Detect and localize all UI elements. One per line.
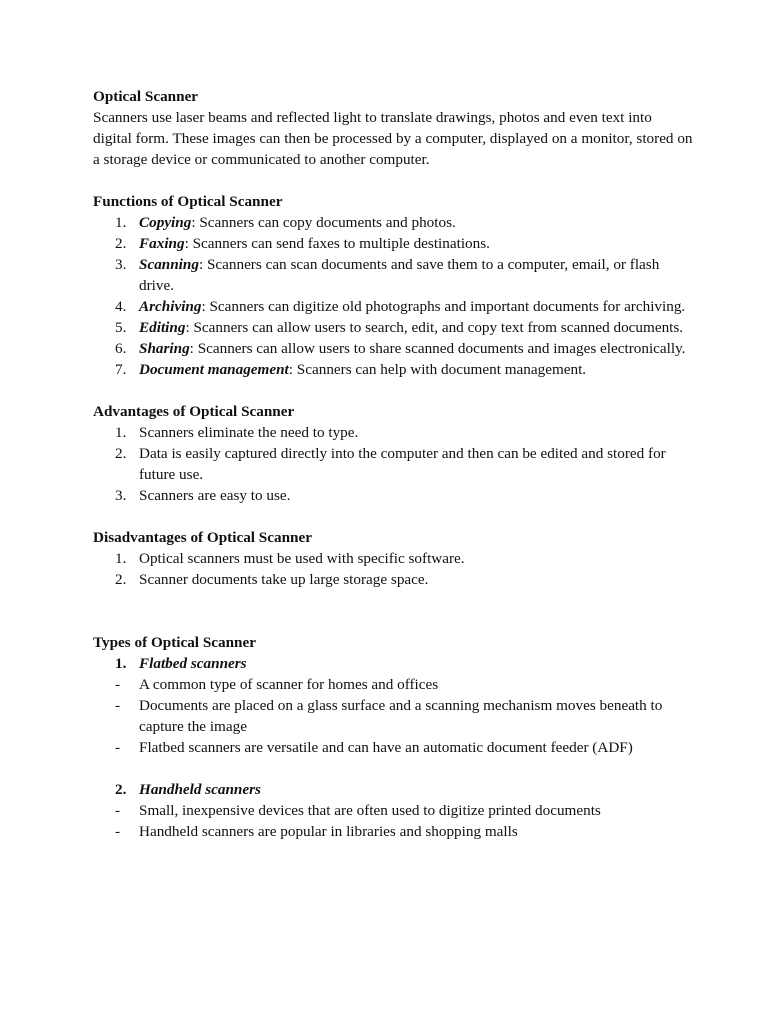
type-number: 1. [115, 655, 127, 672]
list-item [93, 485, 693, 506]
list-item [93, 422, 693, 443]
disadvantage-text: Scanner documents take up large storage space. [139, 571, 429, 588]
point-text: A common type of scanner for homes and offices [139, 676, 439, 693]
type-name: Handheld scanners [139, 781, 261, 798]
intro-paragraph: Scanners use laser beams and reflected light to translate drawings, photos and even text into digital form. These images can then be processed by a computer, displayed on a monitor, stored on a storage device or communicated to another computer. [93, 109, 693, 168]
dash-marker: - [115, 676, 121, 693]
dash-marker: - [115, 802, 121, 819]
advantage-text: Scanners are easy to use. [139, 487, 291, 504]
list-number: 6. [115, 340, 127, 357]
list-item [93, 569, 693, 590]
list-item [93, 737, 693, 758]
function-term: Faxing [139, 235, 185, 252]
spacer [93, 590, 693, 632]
list-item [93, 338, 693, 359]
list-number: 1. [115, 550, 127, 567]
list-item [93, 548, 693, 569]
functions-list [93, 212, 693, 380]
list-number: 1. [115, 214, 127, 231]
advantages-heading: Advantages of Optical Scanner [93, 403, 295, 420]
spacer [93, 170, 693, 191]
spacer [93, 758, 693, 779]
type-title-handheld [93, 779, 693, 800]
disadvantages-list [93, 548, 693, 590]
list-item [93, 821, 693, 842]
type-name: Flatbed scanners [139, 655, 247, 672]
list-item [93, 800, 693, 821]
list-number: 3. [115, 256, 127, 273]
advantage-text: Scanners eliminate the need to type. [139, 424, 359, 441]
types-heading: Types of Optical Scanner [93, 634, 256, 651]
list-item [93, 212, 693, 233]
type-number: 2. [115, 781, 127, 798]
list-number: 3. [115, 487, 127, 504]
function-description: : Scanners can help with document management. [288, 361, 587, 378]
function-term: Scanning [139, 256, 199, 273]
dash-marker: - [115, 697, 121, 714]
dash-marker: - [115, 739, 121, 756]
advantage-text: Data is easily captured directly into the computer and then can be edited and stored for future use. [139, 445, 666, 483]
list-item [93, 317, 693, 338]
point-text: Handheld scanners are popular in libraries and shopping malls [139, 823, 518, 840]
type-title-flatbed [93, 653, 693, 674]
flatbed-points [93, 674, 693, 758]
list-item [93, 674, 693, 695]
list-number: 2. [115, 571, 127, 588]
function-term: Copying [139, 214, 192, 231]
function-description: : Scanners can digitize old photographs and important documents for archiving. [201, 298, 686, 315]
list-item [93, 695, 693, 737]
function-description: : Scanners can send faxes to multiple destinations. [184, 235, 490, 252]
intro-heading: Optical Scanner [93, 88, 199, 105]
disadvantages-heading: Disadvantages of Optical Scanner [93, 529, 312, 546]
function-term: Editing [139, 319, 186, 336]
list-number: 4. [115, 298, 127, 315]
point-text: Flatbed scanners are versatile and can have an automatic document feeder (ADF) [139, 739, 633, 756]
list-item [93, 359, 693, 380]
list-number: 5. [115, 319, 127, 336]
functions-heading: Functions of Optical Scanner [93, 193, 283, 210]
list-number: 2. [115, 445, 127, 462]
spacer [93, 506, 693, 527]
function-description: : Scanners can scan documents and save them to a computer, email, or flash drive. [139, 256, 660, 294]
list-item [93, 233, 693, 254]
list-item [93, 443, 693, 485]
spacer [93, 380, 693, 401]
list-item [93, 296, 693, 317]
document-page [93, 86, 693, 842]
list-number: 7. [115, 361, 127, 378]
function-term: Sharing [139, 340, 190, 357]
advantages-list [93, 422, 693, 506]
function-description: : Scanners can allow users to search, edit, and copy text from scanned documents. [185, 319, 684, 336]
function-term: Document management [139, 361, 289, 378]
function-description: : Scanners can copy documents and photos. [191, 214, 456, 231]
list-number: 1. [115, 424, 127, 441]
list-item [93, 254, 693, 296]
point-text: Documents are placed on a glass surface and a scanning mechanism moves beneath to capture the image [139, 697, 663, 735]
disadvantage-text: Optical scanners must be used with specific software. [139, 550, 465, 567]
dash-marker: - [115, 823, 121, 840]
list-number: 2. [115, 235, 127, 252]
handheld-points [93, 800, 693, 842]
function-term: Archiving [139, 298, 202, 315]
point-text: Small, inexpensive devices that are often used to digitize printed documents [139, 802, 601, 819]
function-description: : Scanners can allow users to share scanned documents and images electronically. [189, 340, 686, 357]
